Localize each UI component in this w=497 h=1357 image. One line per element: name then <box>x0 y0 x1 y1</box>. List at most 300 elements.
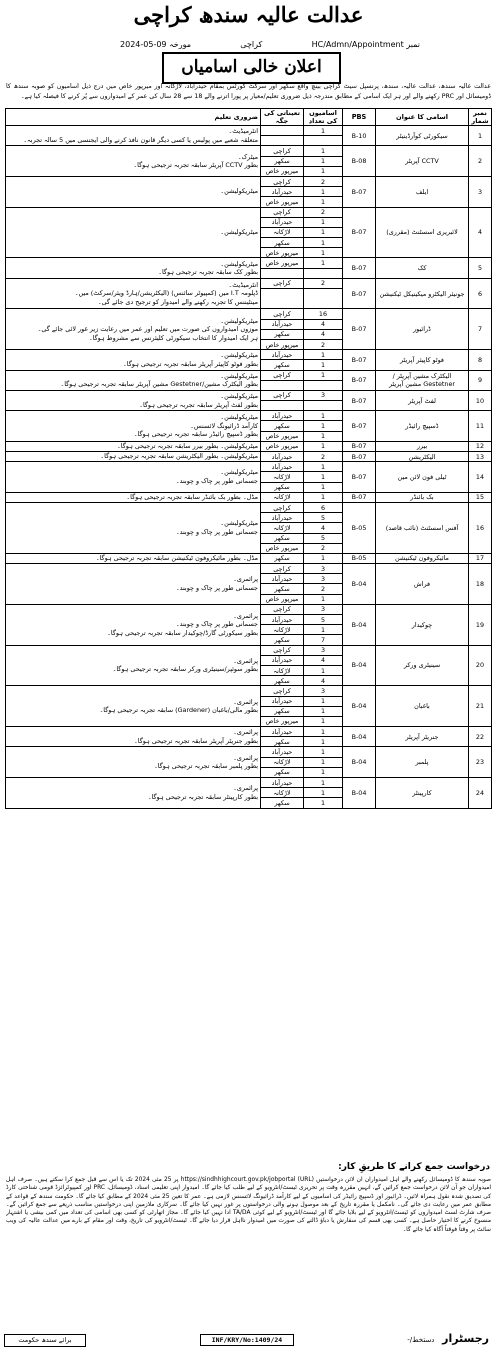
cell-location: سکھر <box>261 553 304 563</box>
cell-title: پلمبر <box>376 747 469 778</box>
cell-education <box>6 441 261 451</box>
cell-location: میرپور خاص <box>261 441 304 451</box>
cell-count: 5 <box>304 533 343 543</box>
cell-pbs: B-07 <box>343 492 376 502</box>
cell-education <box>6 278 261 309</box>
cell-location: حیدرآباد <box>261 187 304 197</box>
col-serial: نمبر شمار <box>469 109 492 126</box>
cell-location: حیدرآباد <box>261 696 304 706</box>
cell-education <box>6 564 261 605</box>
cell-location: حیدرآباد <box>261 615 304 625</box>
cell-title: بیرر <box>376 441 469 451</box>
education-item: موزوں امیدواروں کی صورت میں تعلیم اور عمر میں رعایت زیر غور لائی جائے گی۔ <box>37 325 258 333</box>
cell-count: 1 <box>304 716 343 726</box>
table-row <box>6 309 492 319</box>
cell-serial: 19 <box>469 604 492 645</box>
cell-count: 1 <box>304 553 343 563</box>
cell-count <box>304 289 343 309</box>
cell-title: ایلف <box>376 176 469 207</box>
cell-education <box>6 686 261 727</box>
cell-location: لاڑکانہ <box>261 492 304 502</box>
cell-education <box>6 207 261 258</box>
cell-location: سکھر <box>261 329 304 339</box>
cell-count: 1 <box>304 757 343 767</box>
cell-count: 2 <box>304 176 343 186</box>
education-item: بطور سوئپر/سینیٹری ورکر سابقہ تجربہ ترجیحی ہوگا۔ <box>112 665 258 674</box>
education-item: میٹریکولیشن۔ <box>220 468 258 477</box>
education-item: بطور مالی/باغبان (Gardener) سابقہ تجربہ ترجیحی ہوگا۔ <box>99 706 258 715</box>
cell-location: میرپور خاص <box>261 543 304 553</box>
col-count: اسامیوں کی تعداد <box>304 109 343 126</box>
education-item: مڈل۔ بطور مائیکروفون ٹیکنیشن سابقہ تجربہ ترجیحی ہوگا۔ <box>95 554 258 563</box>
cell-location: لاڑکانہ <box>261 665 304 675</box>
cell-pbs: B-05 <box>343 502 376 553</box>
cell-count: 2 <box>304 339 343 349</box>
cell-serial: 4 <box>469 207 492 258</box>
cell-location: میرپور خاص <box>261 716 304 726</box>
cell-location: حیدرآباد <box>261 513 304 523</box>
cell-education <box>6 390 261 410</box>
cell-count: 1 <box>304 594 343 604</box>
cell-count: 1 <box>304 462 343 472</box>
cell-location: حیدرآباد <box>261 411 304 421</box>
cell-count: 1 <box>304 227 343 237</box>
cell-location: سکھر <box>261 584 304 594</box>
table-row <box>6 126 492 136</box>
cell-title: چوکیدار <box>376 604 469 645</box>
cell-serial: 3 <box>469 176 492 207</box>
table-header-row <box>6 109 492 126</box>
education-item: میٹریکولیشن۔ <box>220 371 258 380</box>
cell-count <box>304 136 343 146</box>
advertisement-title: اعلان خالی اسامیاں <box>162 52 341 84</box>
cell-location: کراچی <box>261 564 304 574</box>
inf-number: INF/KRY/No:1409/24 <box>200 1334 294 1346</box>
ref-date: مورخہ 09-05-2024 <box>120 40 191 49</box>
col-education: ضروری تعلیم <box>6 109 261 126</box>
cell-location: کراچی <box>261 370 304 380</box>
education-item: بطور فوٹو کاپیئر آپریٹر سابقہ تجربہ ترجیحی ہوگا۔ <box>123 359 258 368</box>
cell-count: 3 <box>304 604 343 614</box>
cell-count: 3 <box>304 390 343 400</box>
col-title: اسامی کا عنوان <box>376 109 469 126</box>
cell-location: کراچی <box>261 390 304 400</box>
education-item: میٹرک۔ <box>237 152 258 161</box>
education-item: میٹریکولیشن۔ <box>220 187 258 196</box>
education-item: مڈل۔ بطور بک بائنڈر سابقہ تجربہ ترجیحی ہوگا۔ <box>126 493 258 502</box>
cell-pbs: B-07 <box>343 452 376 462</box>
cell-serial: 24 <box>469 778 492 809</box>
education-item: انٹرمیڈیٹ۔ <box>228 280 258 289</box>
apply-title: درخواست جمع کرانے کا طریقِ کار: <box>338 1162 490 1172</box>
cell-title: کارپینٹر <box>376 778 469 809</box>
cell-location: میرپور خاص <box>261 258 304 268</box>
cell-serial: 7 <box>469 309 492 350</box>
cell-education <box>6 309 261 350</box>
table-row <box>6 462 492 472</box>
cell-location: سکھر <box>261 706 304 716</box>
cell-pbs: B-04 <box>343 778 376 809</box>
cell-count: 1 <box>304 238 343 248</box>
cell-title: سینیٹری ورکر <box>376 645 469 686</box>
cell-location: کراچی <box>261 278 304 288</box>
cell-serial: 17 <box>469 553 492 563</box>
cell-location <box>261 380 304 390</box>
education-item: پرائمری۔ <box>233 697 258 706</box>
education-item: پرائمری۔ <box>233 784 258 793</box>
cell-education <box>6 146 261 177</box>
cell-count: 3 <box>304 564 343 574</box>
cell-count: 1 <box>304 166 343 176</box>
cell-title: ٹیلی فون لائن مین <box>376 462 469 493</box>
cell-location: سکھر <box>261 798 304 808</box>
cell-location <box>261 268 304 278</box>
cell-count: 1 <box>304 727 343 737</box>
cell-title: ڈرائیور <box>376 309 469 350</box>
cell-education <box>6 727 261 747</box>
cell-pbs: B-07 <box>343 370 376 390</box>
cell-count: 1 <box>304 156 343 166</box>
education-item: میٹریکولیشن۔ <box>220 413 258 422</box>
cell-location: حیدرآباد <box>261 217 304 227</box>
cell-count: 1 <box>304 217 343 227</box>
cell-count: 1 <box>304 360 343 370</box>
table-row <box>6 146 492 156</box>
cell-pbs: B-04 <box>343 727 376 747</box>
education-item: میٹریکولیشن۔ بطور بیرر سابقہ تجربہ ترجیحی ہوگا۔ <box>117 442 258 451</box>
cell-serial: 13 <box>469 452 492 462</box>
education-item: جسمانی طور پر چاک و چوبند۔ <box>175 476 258 485</box>
education-item: میٹریکولیشن۔ <box>220 316 258 325</box>
education-item: مینٹیننس کا تجربہ رکھنے والے امیدوار کو ترجیح دی جائے گی۔ <box>97 297 258 306</box>
cell-count: 3 <box>304 574 343 584</box>
cell-count: 1 <box>304 187 343 197</box>
cell-location: سکھر <box>261 533 304 543</box>
cell-count: 4 <box>304 676 343 686</box>
cell-pbs: B-04 <box>343 747 376 778</box>
cell-count: 6 <box>304 502 343 512</box>
intro-paragraph: عدالت عالیہ سندھ، عدالت عالیہ، سندھ، پرنسپل سیٹ کراچی بینچ واقع سکھر اور سرکٹ کورٹس بمقام حیدرآباد، لاڑکانہ اور میرپور خاص میں درج ذیل اسامیوں کو صوبہ سندھ کا ڈومیسائل اور PRC رکھنے والے اور ہر ایک اسامی کے مطابق مندرجہ ذیل ضروری تعلیم/معیار پر پورا اترنے والے 18 سے 28 سال کی عمر کے امیدواروں سے پُر کرنے کا فیصلہ کیا ہے۔ <box>6 83 491 100</box>
cell-title: سیکورٹی کوآرڈینیٹر <box>376 126 469 146</box>
cell-pbs: B-07 <box>343 350 376 370</box>
education-item: پرائمری۔ <box>233 611 258 620</box>
cell-count: 4 <box>304 655 343 665</box>
cell-title: کک <box>376 258 469 278</box>
cell-title: مائیکروفون ٹیکنیشن <box>376 553 469 563</box>
education-item: میٹریکولیشن۔ <box>220 228 258 237</box>
cell-education <box>6 502 261 553</box>
cell-title: لائبریری اسسٹنٹ (مقرری) <box>376 207 469 258</box>
education-item: میٹریکولیشن۔ بطور الیکٹریشن سابقہ تجربہ ترجیحی ہوگا۔ <box>100 452 258 461</box>
cell-education <box>6 126 261 146</box>
cell-count: 1 <box>304 788 343 798</box>
cell-location: حیدرآباد <box>261 727 304 737</box>
cell-location: حیدرآباد <box>261 319 304 329</box>
cell-pbs: B-07 <box>343 207 376 258</box>
cell-location <box>261 401 304 411</box>
education-item: ڈپلومہ I.T میں (کمپیوٹر سائنس) (الیکٹریشن/ہارڈ ویئر/سرکٹ) میں۔ <box>74 289 258 298</box>
cell-pbs: B-04 <box>343 564 376 605</box>
cell-title: لفٹ آپریٹر <box>376 390 469 410</box>
apply-instructions: صوبہ سندھ کا ڈومیسائل رکھنے والے اہل امیدواران آن لائن درخواستیں (URL) https://sindhhighcourt.gov.pk/jobportal پر 25 مئی 2024 تک یا اس سے قبل جمع کرا سکتے ہیں۔ صرف اہل امیدواران جو آن لائن درخواست جمع کرائیں گے، انہیں مقررہ وقت پر تحریری ٹیسٹ/انٹرویو کے لیے طلب کیا جائے گا۔ امیدوار اپنی تعلیمی اسناد، ڈومیسائل، PRC اور کمپیوٹرائزڈ قومی شناختی کارڈ کی تصدیق شدہ نقول ہمراہ لائیں۔ ڈرائیور اور ڈسپیچ رائیڈر کی اسامیوں کے لیے کارآمد ڈرائیونگ لائسنس لازمی ہے۔ عمر کا تعین 25 مئی 2024 کے مطابق کیا جائے گا۔ حکومت سندھ کے قواعد کے مطابق عمر میں رعایت دی جائے گی۔ نامکمل یا مقررہ تاریخ کے بعد موصول ہونے والی درخواستوں پر غور نہیں کیا جائے گا۔ سرکاری ملازمین اپنی درخواستیں مناسب ذریعے سے جمع کرائیں گے۔ صرف شارٹ لسٹ امیدواروں کو ٹیسٹ/انٹرویو کے لیے بلایا جائے گا اور ٹیسٹ/انٹرویو کے لیے کوئی TA/DA ادا نہیں کیا جائے گا۔ مجاز اتھارٹی کو کسی بھی اسامی کی تعداد میں کمی بیشی یا اشتہار منسوخ کرنے کا اختیار حاصل ہے۔ کسی بھی قسم کی سفارش یا دباؤ ڈالنے کی صورت میں امیدوار نااہل قرار دیا جائے گا۔ ٹیسٹ/انٹرویو کی تاریخ، وقت اور مقام کے بارے میں عدالت عالیہ کی ویب سائٹ پر وقتاً فوقتاً آگاہ کیا جائے گا۔ <box>6 1177 491 1233</box>
cell-count: 7 <box>304 635 343 645</box>
education-item: میٹریکولیشن۔ <box>220 259 258 268</box>
cell-education <box>6 553 261 563</box>
table-row <box>6 492 492 502</box>
cell-serial: 23 <box>469 747 492 778</box>
cell-count: 1 <box>304 767 343 777</box>
cell-serial: 12 <box>469 441 492 451</box>
cell-count: 4 <box>304 523 343 533</box>
cell-location: میرپور خاص <box>261 248 304 258</box>
cell-location: سکھر <box>261 421 304 431</box>
cell-location: کراچی <box>261 309 304 319</box>
cell-pbs: B-10 <box>343 126 376 146</box>
cell-pbs: B-07 <box>343 176 376 207</box>
cell-pbs: B-07 <box>343 258 376 278</box>
cell-pbs: B-04 <box>343 604 376 645</box>
cell-count: 1 <box>304 411 343 421</box>
cell-serial: 10 <box>469 390 492 410</box>
education-item: جسمانی طور پر چاک و چوبند۔ <box>175 620 258 629</box>
cell-count: 2 <box>304 207 343 217</box>
cell-education <box>6 778 261 809</box>
education-item: بطور الیکٹرک مشین/Gestetner مشین آپریٹر سابقہ تجربہ ترجیحی ہوگا۔ <box>60 380 258 389</box>
cell-location: میرپور خاص <box>261 431 304 441</box>
cell-education <box>6 645 261 686</box>
cell-location <box>261 136 304 146</box>
cell-count: 1 <box>304 492 343 502</box>
table-row <box>6 441 492 451</box>
cell-serial: 22 <box>469 727 492 747</box>
table-row <box>6 390 492 400</box>
table-row <box>6 778 492 788</box>
registrar-signature <box>407 1332 489 1345</box>
cell-title: بک بائنڈر <box>376 492 469 502</box>
cell-count: 3 <box>304 645 343 655</box>
cell-count: 1 <box>304 696 343 706</box>
registrar-title: رجسٹرار <box>442 1332 489 1345</box>
cell-location: سکھر <box>261 238 304 248</box>
table-row <box>6 176 492 186</box>
cell-count: 16 <box>304 309 343 319</box>
table-row <box>6 350 492 360</box>
table-row <box>6 207 492 217</box>
cell-location: لاڑکانہ <box>261 757 304 767</box>
table-row <box>6 604 492 614</box>
cell-pbs: B-07 <box>343 441 376 451</box>
vacancies-body <box>6 126 492 809</box>
cell-serial: 6 <box>469 278 492 309</box>
cell-title: الیکٹرک مشین آپریٹر / Gestetner مشین آپریٹر <box>376 370 469 390</box>
cell-title: CCTV آپریٹر <box>376 146 469 177</box>
cell-pbs: B-08 <box>343 146 376 177</box>
vacancies-table <box>5 108 492 809</box>
education-item: بطور ڈسپیچ رائیڈر سابقہ تجربہ ترجیحی ہوگا۔ <box>133 430 258 439</box>
cell-count <box>304 401 343 411</box>
cell-location: حیدرآباد <box>261 655 304 665</box>
table-row <box>6 564 492 574</box>
cell-serial: 16 <box>469 502 492 553</box>
cell-title: الیکٹریشن <box>376 452 469 462</box>
table-row <box>6 411 492 421</box>
cell-serial: 15 <box>469 492 492 502</box>
table-row <box>6 686 492 696</box>
cell-count: 4 <box>304 319 343 329</box>
cell-location: لاڑکانہ <box>261 523 304 533</box>
cell-count: 1 <box>304 472 343 482</box>
cell-count: 3 <box>304 686 343 696</box>
education-item: میٹریکولیشن۔ <box>220 351 258 360</box>
cell-education <box>6 604 261 645</box>
reference-line <box>120 40 420 49</box>
cell-location <box>261 289 304 309</box>
cell-count: 1 <box>304 778 343 788</box>
footer <box>0 1330 497 1357</box>
cell-serial: 5 <box>469 258 492 278</box>
cell-count: 2 <box>304 278 343 288</box>
education-item: انٹرمیڈیٹ۔ <box>228 127 258 136</box>
cell-pbs: B-07 <box>343 462 376 493</box>
cell-count: 1 <box>304 350 343 360</box>
cell-location: کراچی <box>261 207 304 217</box>
cell-title: فوٹو کاپیئر آپریٹر <box>376 350 469 370</box>
cell-count: 1 <box>304 665 343 675</box>
cell-count: 1 <box>304 146 343 156</box>
cell-count: 1 <box>304 248 343 258</box>
cell-education <box>6 747 261 778</box>
cell-education <box>6 492 261 502</box>
cell-location: کراچی <box>261 686 304 696</box>
cell-count: 1 <box>304 441 343 451</box>
cell-education <box>6 452 261 462</box>
cell-count <box>304 268 343 278</box>
cell-location: لاڑکانہ <box>261 788 304 798</box>
cell-count: 4 <box>304 329 343 339</box>
col-location: تعیناتی کی جگہ <box>261 109 304 126</box>
cell-pbs: B-04 <box>343 645 376 686</box>
cell-serial: 21 <box>469 686 492 727</box>
cell-count: 2 <box>304 543 343 553</box>
education-item: پرائمری۔ <box>233 753 258 762</box>
table-row <box>6 452 492 462</box>
table-row <box>6 747 492 757</box>
cell-location: میرپور خاص <box>261 166 304 176</box>
education-item: میٹریکولیشن۔ <box>220 519 258 528</box>
cell-count: 1 <box>304 482 343 492</box>
cell-location: حیدرآباد <box>261 747 304 757</box>
ref-city: کراچی <box>240 40 263 49</box>
cell-count: 1 <box>304 258 343 268</box>
education-item: بطور پلمبر سابقہ تجربہ ترجیحی ہوگا۔ <box>153 762 258 771</box>
education-item: میٹریکولیشن۔ <box>220 392 258 401</box>
cell-count: 1 <box>304 197 343 207</box>
cell-education <box>6 350 261 370</box>
cell-location: سکھر <box>261 156 304 166</box>
cell-pbs: B-07 <box>343 309 376 350</box>
education-item: متعلقہ شعبے میں پولیس یا کسی دیگر قانون نافذ کرنے والی ایجنسی میں 5 سالہ تجربہ۔ <box>23 135 258 144</box>
education-item: ہر ایک امیدوار کا انتخاب سیکورٹی کلیئرنس سے مشروط ہوگا۔ <box>88 333 258 342</box>
cell-title: آفس اسسٹنٹ (نائب قاصد) <box>376 502 469 553</box>
table-row <box>6 645 492 655</box>
cell-pbs: B-07 <box>343 390 376 410</box>
cell-location: لاڑکانہ <box>261 472 304 482</box>
cell-serial: 2 <box>469 146 492 177</box>
education-item: جسمانی طور پر چاک و چوبند۔ <box>175 583 258 592</box>
table-row <box>6 258 492 268</box>
education-item: بطور CCTV آپریٹر سابقہ تجربہ ترجیحی ہوگا۔ <box>133 161 258 170</box>
education-item: جسمانی طور پر چاک و چوبند۔ <box>175 527 258 536</box>
education-item: بطور جنریٹر آپریٹر سابقہ تجربہ ترجیحی ہوگا۔ <box>134 736 258 745</box>
cell-serial: 20 <box>469 645 492 686</box>
cell-count: 1 <box>304 625 343 635</box>
col-pbs: PBS <box>343 109 376 126</box>
cell-count: 5 <box>304 615 343 625</box>
cell-location: کراچی <box>261 146 304 156</box>
cell-count: 1 <box>304 747 343 757</box>
cell-location: میرپور خاص <box>261 594 304 604</box>
cell-title: جنریٹر آپریٹر <box>376 727 469 747</box>
cell-count: 1 <box>304 798 343 808</box>
cell-location: لاڑکانہ <box>261 625 304 635</box>
cell-location: سکھر <box>261 676 304 686</box>
education-item: بطور کارپینٹر سابقہ تجربہ ترجیحی ہوگا۔ <box>147 792 258 801</box>
cell-education <box>6 176 261 207</box>
cell-pbs: B-07 <box>343 278 376 309</box>
cell-serial: 8 <box>469 350 492 370</box>
table-row <box>6 727 492 737</box>
govt-box: برائے سندھ حکومت <box>4 1334 86 1347</box>
cell-title: ڈسپیچ رائیڈر <box>376 411 469 442</box>
education-item: پرائمری۔ <box>233 728 258 737</box>
education-item: بطور کک سابقہ تجربہ ترجیحی ہوگا۔ <box>158 268 258 277</box>
cell-title: جونیئر الیکٹرو میکینیکل ٹیکنیشن <box>376 278 469 309</box>
cell-location: کراچی <box>261 645 304 655</box>
cell-location: میرپور خاص <box>261 339 304 349</box>
cell-pbs: B-05 <box>343 553 376 563</box>
ref-number: نمبر HC/Admn/Appointment <box>311 40 420 49</box>
cell-location: میرپور خاص <box>261 197 304 207</box>
table-row <box>6 278 492 288</box>
education-item: بطور لفٹ آپریٹر سابقہ تجربہ ترجیحی ہوگا۔ <box>139 400 258 409</box>
cell-title: باغبان <box>376 686 469 727</box>
cell-count: 1 <box>304 370 343 380</box>
cell-serial: 11 <box>469 411 492 442</box>
court-title: عدالت عالیہ سندھ کراچی <box>133 2 364 27</box>
cell-location: کراچی <box>261 502 304 512</box>
education-item: بطور سیکورٹی گارڈ/چوکیدار سابقہ تجربہ ترجیحی ہوگا۔ <box>107 628 258 637</box>
table-row <box>6 370 492 380</box>
cell-location: سکھر <box>261 737 304 747</box>
cell-count: 1 <box>304 737 343 747</box>
cell-count: 2 <box>304 584 343 594</box>
table-row <box>6 553 492 563</box>
cell-location: حیدرآباد <box>261 462 304 472</box>
cell-serial: 14 <box>469 462 492 493</box>
table-row <box>6 502 492 512</box>
cell-location: کراچی <box>261 604 304 614</box>
education-item: پرائمری۔ <box>233 575 258 584</box>
cell-pbs: B-04 <box>343 686 376 727</box>
cell-location: حیدرآباد <box>261 350 304 360</box>
cell-location: لاڑکانہ <box>261 227 304 237</box>
cell-education <box>6 370 261 390</box>
cell-location: سکھر <box>261 360 304 370</box>
cell-location: کراچی <box>261 176 304 186</box>
cell-location: سکھر <box>261 635 304 645</box>
cell-serial: 1 <box>469 126 492 146</box>
cell-count: 1 <box>304 431 343 441</box>
